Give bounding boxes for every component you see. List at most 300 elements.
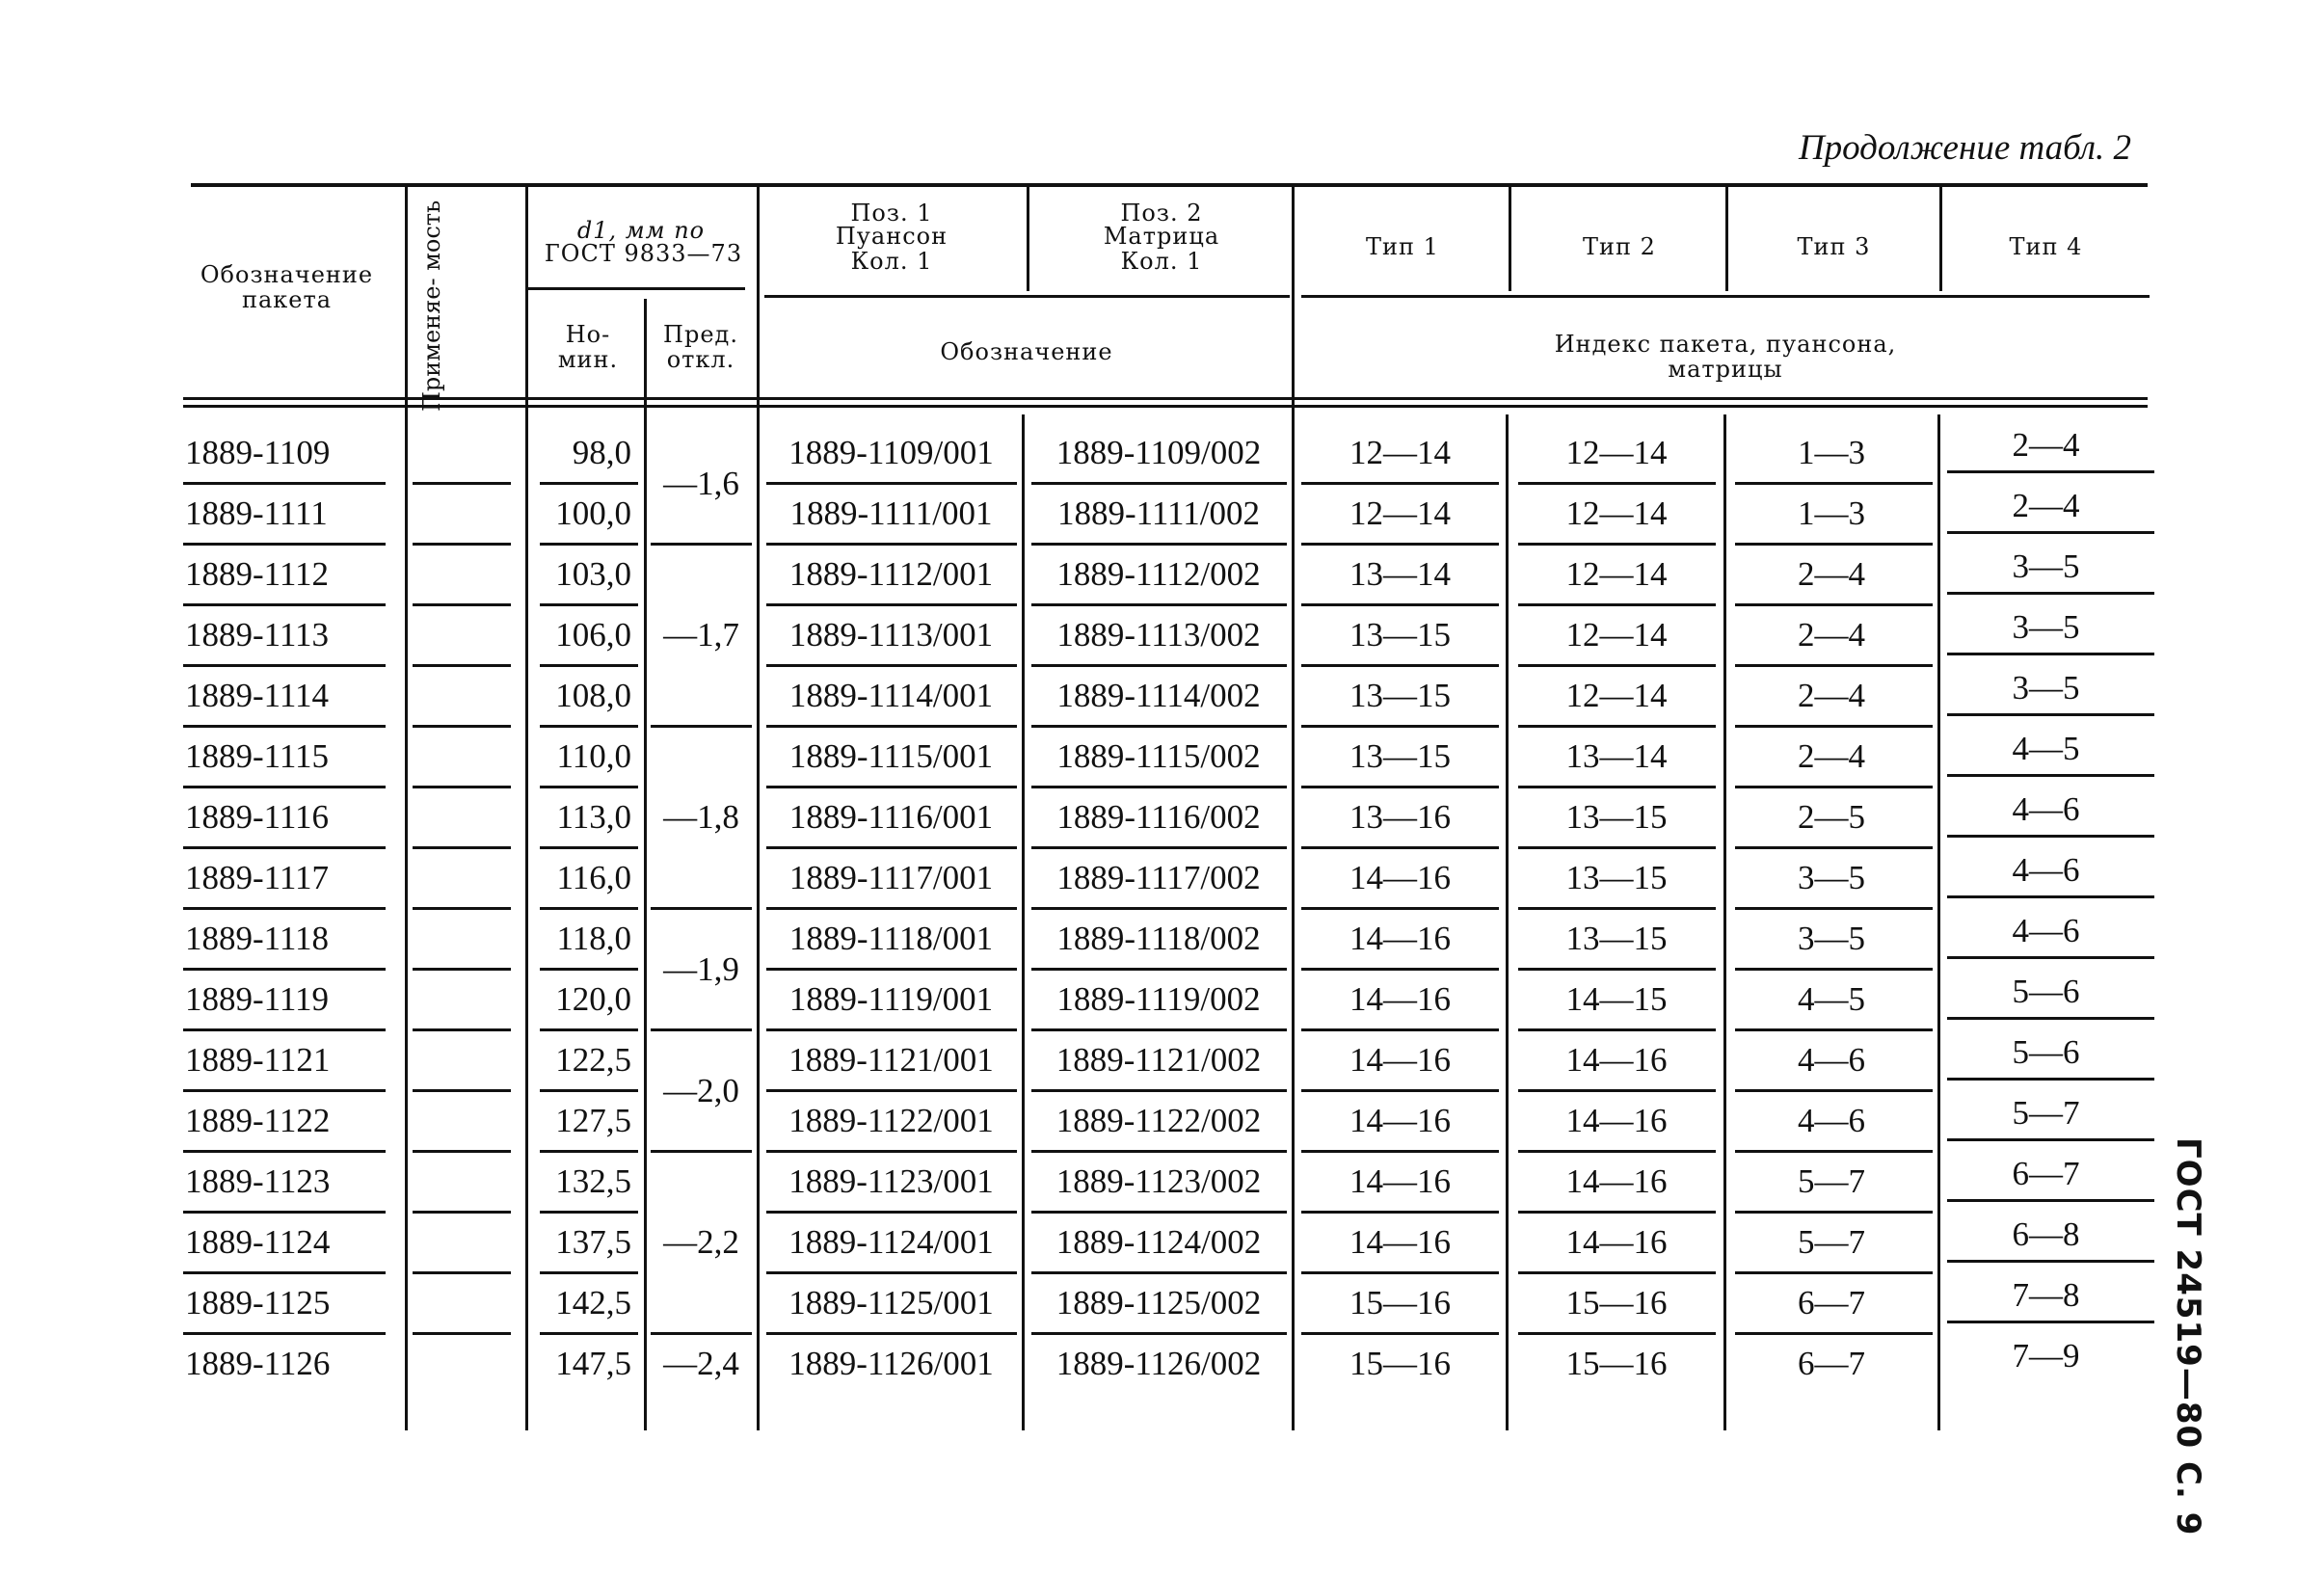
row-rule-0-4 — [1031, 482, 1287, 485]
row-rule-2-3 — [766, 603, 1017, 606]
cell-die-0: 1889-1109/002 — [1055, 434, 1262, 471]
row-rule-1-7 — [1735, 543, 1933, 546]
row-rule-14-5 — [1301, 1332, 1499, 1335]
cell-code-10: 1889-1121 — [185, 1041, 331, 1079]
row-rule-3-3 — [766, 664, 1017, 667]
row-rule-10-7 — [1735, 1089, 1933, 1092]
row-rule-2-0 — [183, 603, 386, 606]
row-rule-4-4 — [1031, 725, 1287, 728]
row-rule-0-5 — [1301, 482, 1499, 485]
deviation-rule-4 — [651, 1150, 752, 1153]
cell-code-11: 1889-1122 — [185, 1102, 331, 1139]
deviation-rule-3 — [651, 1028, 752, 1031]
deviation-5: —2,2 — [663, 1223, 739, 1261]
header-pos2-2: Матрица — [1103, 223, 1220, 250]
cell-t2-13: 14—16 — [1565, 1223, 1668, 1261]
header-bottom-rule-2 — [183, 405, 2148, 408]
header-bottom-rule — [183, 397, 2148, 400]
cell-t2-6: 13—15 — [1565, 798, 1668, 836]
row-rule-5-8 — [1947, 774, 2154, 777]
row-rule-13-2 — [540, 1271, 638, 1274]
row-rule-7-5 — [1301, 907, 1499, 910]
cell-t1-8: 14—16 — [1349, 920, 1451, 957]
row-rule-10-5 — [1301, 1089, 1499, 1092]
row-rule-3-8 — [1947, 653, 2154, 655]
cell-punch-0: 1889-1109/001 — [788, 434, 994, 471]
cell-t4-2: 3—5 — [2012, 547, 2080, 585]
cell-t1-6: 13—16 — [1349, 798, 1451, 836]
cell-code-6: 1889-1116 — [185, 798, 330, 836]
row-rule-5-5 — [1301, 786, 1499, 788]
cell-t4-6: 4—6 — [2012, 790, 2080, 828]
deviation-2: —1,8 — [663, 798, 739, 836]
header-pos2-3: Кол. 1 — [1120, 248, 1203, 275]
row-rule-3-1 — [413, 664, 511, 667]
cell-die-12: 1889-1123/002 — [1055, 1162, 1262, 1200]
col-divider-7 — [1509, 187, 1511, 291]
header-nominal: Но- мин. — [557, 321, 619, 373]
header-designation-packet: Обозначение пакета — [200, 261, 374, 313]
row-rule-11-4 — [1031, 1150, 1287, 1153]
cell-nominal-15: 147,5 — [555, 1345, 631, 1382]
cell-t4-8: 4—6 — [2012, 912, 2080, 949]
cell-nominal-10: 122,5 — [555, 1041, 631, 1079]
row-rule-0-1 — [413, 482, 511, 485]
cell-nominal-13: 137,5 — [555, 1223, 631, 1261]
cell-nominal-5: 110,0 — [556, 737, 631, 775]
cell-t2-3: 12—14 — [1565, 616, 1668, 654]
row-rule-14-1 — [413, 1332, 511, 1335]
table-caption: Продолжение табл. 2 — [1798, 128, 2131, 168]
row-rule-12-1 — [413, 1211, 511, 1214]
col-divider-3 — [644, 299, 647, 1430]
row-rule-1-4 — [1031, 543, 1287, 546]
row-rule-11-6 — [1518, 1150, 1716, 1153]
row-rule-14-0 — [183, 1332, 386, 1335]
cell-t1-12: 14—16 — [1349, 1162, 1451, 1200]
row-rule-10-8 — [1947, 1078, 2154, 1081]
row-rule-13-3 — [766, 1271, 1017, 1274]
row-rule-11-2 — [540, 1150, 638, 1153]
header-type3: Тип 3 — [1797, 233, 1871, 260]
row-rule-6-3 — [766, 846, 1017, 849]
cell-die-1: 1889-1111/002 — [1057, 494, 1260, 532]
cell-t1-11: 14—16 — [1349, 1102, 1451, 1139]
row-rule-14-7 — [1735, 1332, 1933, 1335]
cell-t2-10: 14—16 — [1565, 1041, 1668, 1079]
cell-t1-4: 13—15 — [1349, 677, 1451, 714]
cell-code-1: 1889-1111 — [185, 494, 328, 532]
row-rule-7-2 — [540, 907, 638, 910]
row-rule-5-3 — [766, 786, 1017, 788]
row-rule-5-6 — [1518, 786, 1716, 788]
row-rule-7-6 — [1518, 907, 1716, 910]
cell-nominal-3: 106,0 — [555, 616, 631, 654]
row-rule-1-3 — [766, 543, 1017, 546]
cell-nominal-14: 142,5 — [555, 1284, 631, 1321]
deviation-6: —2,4 — [663, 1345, 739, 1382]
cell-die-6: 1889-1116/002 — [1056, 798, 1261, 836]
cell-code-2: 1889-1112 — [185, 555, 330, 593]
row-rule-10-3 — [766, 1089, 1017, 1092]
row-rule-1-8 — [1947, 531, 2154, 534]
cell-die-10: 1889-1121/002 — [1055, 1041, 1262, 1079]
row-rule-6-1 — [413, 846, 511, 849]
cell-t3-4: 2—4 — [1798, 677, 1865, 714]
row-rule-2-6 — [1518, 603, 1716, 606]
row-rule-0-7 — [1735, 482, 1933, 485]
row-rule-14-6 — [1518, 1332, 1716, 1335]
cell-die-5: 1889-1115/002 — [1056, 737, 1261, 775]
row-rule-12-0 — [183, 1211, 386, 1214]
col-divider-7b — [1506, 414, 1509, 1430]
row-rule-5-1 — [413, 786, 511, 788]
cell-nominal-9: 120,0 — [555, 980, 631, 1018]
col-divider-5 — [1027, 187, 1029, 291]
cell-t4-10: 5—6 — [2012, 1033, 2080, 1071]
row-rule-12-5 — [1301, 1211, 1499, 1214]
cell-t4-9: 5—6 — [2012, 973, 2080, 1010]
cell-code-12: 1889-1123 — [185, 1162, 331, 1200]
cell-code-13: 1889-1124 — [185, 1223, 331, 1261]
cell-t2-14: 15—16 — [1565, 1284, 1668, 1321]
row-rule-11-8 — [1947, 1138, 2154, 1141]
row-rule-3-7 — [1735, 664, 1933, 667]
row-rule-2-7 — [1735, 603, 1933, 606]
cell-t3-5: 2—4 — [1798, 737, 1865, 775]
cell-t2-11: 14—16 — [1565, 1102, 1668, 1139]
row-rule-9-7 — [1735, 1028, 1933, 1031]
row-rule-5-7 — [1735, 786, 1933, 788]
cell-die-7: 1889-1117/002 — [1056, 859, 1261, 896]
cell-punch-14: 1889-1125/001 — [788, 1284, 994, 1321]
deviation-rule-5 — [651, 1332, 752, 1335]
cell-t4-14: 7—8 — [2012, 1276, 2080, 1314]
cell-punch-2: 1889-1112/001 — [788, 555, 994, 593]
row-rule-3-4 — [1031, 664, 1287, 667]
row-rule-3-6 — [1518, 664, 1716, 667]
row-rule-9-4 — [1031, 1028, 1287, 1031]
cell-nominal-11: 127,5 — [555, 1102, 631, 1139]
row-rule-8-7 — [1735, 968, 1933, 971]
cell-punch-8: 1889-1118/001 — [788, 920, 994, 957]
cell-t2-7: 13—15 — [1565, 859, 1668, 896]
cell-t2-1: 12—14 — [1565, 494, 1668, 532]
cell-t3-14: 6—7 — [1798, 1284, 1865, 1321]
cell-punch-12: 1889-1123/001 — [788, 1162, 994, 1200]
row-rule-2-5 — [1301, 603, 1499, 606]
cell-die-13: 1889-1124/002 — [1055, 1223, 1262, 1261]
cell-t3-12: 5—7 — [1798, 1162, 1865, 1200]
row-rule-13-5 — [1301, 1271, 1499, 1274]
header-index-1: Индекс пакета, пуансона, — [1554, 331, 1897, 358]
row-rule-7-4 — [1031, 907, 1287, 910]
cell-die-3: 1889-1113/002 — [1056, 616, 1261, 654]
row-rule-13-1 — [413, 1271, 511, 1274]
cell-nominal-7: 116,0 — [556, 859, 631, 896]
row-rule-0-2 — [540, 482, 638, 485]
cell-die-2: 1889-1112/002 — [1056, 555, 1261, 593]
row-rule-7-3 — [766, 907, 1017, 910]
cell-t3-8: 3—5 — [1798, 920, 1865, 957]
header-pos2-1: Поз. 2 — [1120, 200, 1203, 227]
row-rule-10-4 — [1031, 1089, 1287, 1092]
row-rule-12-8 — [1947, 1199, 2154, 1202]
row-rule-6-6 — [1518, 846, 1716, 849]
cell-t3-1: 1—3 — [1798, 494, 1865, 532]
row-rule-4-3 — [766, 725, 1017, 728]
header-deviation: Пред. откл. — [663, 321, 738, 373]
cell-t4-11: 5—7 — [2012, 1094, 2080, 1132]
row-rule-5-4 — [1031, 786, 1287, 788]
row-rule-7-1 — [413, 907, 511, 910]
row-rule-0-3 — [766, 482, 1017, 485]
row-rule-11-1 — [413, 1150, 511, 1153]
row-rule-7-8 — [1947, 895, 2154, 898]
row-rule-8-1 — [413, 968, 511, 971]
row-rule-3-2 — [540, 664, 638, 667]
cell-t2-9: 14—15 — [1565, 980, 1668, 1018]
header-type4: Тип 4 — [2009, 233, 2083, 260]
cell-nominal-12: 132,5 — [555, 1162, 631, 1200]
cell-t3-9: 4—5 — [1798, 980, 1865, 1018]
cell-code-15: 1889-1126 — [185, 1345, 331, 1382]
cell-t1-7: 14—16 — [1349, 859, 1451, 896]
header-d1-top: d1, мм по — [576, 217, 706, 244]
row-rule-8-8 — [1947, 956, 2154, 959]
row-rule-6-0 — [183, 846, 386, 849]
row-rule-14-3 — [766, 1332, 1017, 1335]
row-rule-1-6 — [1518, 543, 1716, 546]
cell-code-8: 1889-1118 — [185, 920, 330, 957]
cell-t4-5: 4—5 — [2012, 730, 2080, 767]
row-rule-4-0 — [183, 725, 386, 728]
deviation-rule-2 — [651, 907, 752, 910]
cell-code-14: 1889-1125 — [185, 1284, 331, 1321]
row-rule-8-0 — [183, 968, 386, 971]
cell-punch-6: 1889-1116/001 — [788, 798, 994, 836]
col-divider-9b — [1937, 414, 1940, 1430]
row-rule-4-7 — [1735, 725, 1933, 728]
cell-t2-12: 14—16 — [1565, 1162, 1668, 1200]
row-rule-5-0 — [183, 786, 386, 788]
row-rule-7-0 — [183, 907, 386, 910]
cell-code-0: 1889-1109 — [185, 434, 331, 471]
deviation-rule-0 — [651, 543, 752, 546]
cell-t2-8: 13—15 — [1565, 920, 1668, 957]
row-rule-5-2 — [540, 786, 638, 788]
row-rule-6-8 — [1947, 835, 2154, 838]
cell-t3-11: 4—6 — [1798, 1102, 1865, 1139]
row-rule-9-5 — [1301, 1028, 1499, 1031]
header-pos1-2: Пуансон — [835, 223, 948, 250]
cell-code-7: 1889-1117 — [185, 859, 330, 896]
cell-t4-3: 3—5 — [2012, 608, 2080, 646]
cell-t4-4: 3—5 — [2012, 669, 2080, 707]
row-rule-1-2 — [540, 543, 638, 546]
header-type1: Тип 1 — [1366, 233, 1439, 260]
row-rule-10-2 — [540, 1089, 638, 1092]
cell-punch-3: 1889-1113/001 — [788, 616, 994, 654]
cell-punch-10: 1889-1121/001 — [788, 1041, 994, 1079]
row-rule-3-0 — [183, 664, 386, 667]
row-rule-4-5 — [1301, 725, 1499, 728]
cell-punch-5: 1889-1115/001 — [788, 737, 994, 775]
header-designation: Обозначение — [940, 338, 1113, 365]
row-rule-14-4 — [1031, 1332, 1287, 1335]
cell-punch-11: 1889-1122/001 — [788, 1102, 994, 1139]
cell-nominal-6: 113,0 — [556, 798, 631, 836]
cell-t3-0: 1—3 — [1798, 434, 1865, 471]
cell-punch-1: 1889-1111/001 — [789, 494, 993, 532]
row-rule-13-8 — [1947, 1260, 2154, 1263]
cell-t3-2: 2—4 — [1798, 555, 1865, 593]
row-rule-9-2 — [540, 1028, 638, 1031]
cell-die-14: 1889-1125/002 — [1055, 1284, 1262, 1321]
row-rule-1-1 — [413, 543, 511, 546]
row-rule-0-8 — [1947, 470, 2154, 473]
row-rule-12-3 — [766, 1211, 1017, 1214]
top-rule — [191, 183, 2148, 187]
row-rule-11-3 — [766, 1150, 1017, 1153]
cell-die-4: 1889-1114/002 — [1056, 677, 1261, 714]
cell-punch-7: 1889-1117/001 — [788, 859, 994, 896]
cell-nominal-8: 118,0 — [556, 920, 631, 957]
cell-t3-10: 4—6 — [1798, 1041, 1865, 1079]
row-rule-8-6 — [1518, 968, 1716, 971]
cell-t2-2: 12—14 — [1565, 555, 1668, 593]
deviation-1: —1,7 — [663, 616, 739, 654]
row-rule-2-2 — [540, 603, 638, 606]
row-rule-12-7 — [1735, 1211, 1933, 1214]
row-rule-6-7 — [1735, 846, 1933, 849]
row-rule-13-6 — [1518, 1271, 1716, 1274]
cell-t3-13: 5—7 — [1798, 1223, 1865, 1261]
type-sub-rule — [1301, 295, 2150, 298]
cell-punch-13: 1889-1124/001 — [788, 1223, 994, 1261]
row-rule-0-6 — [1518, 482, 1716, 485]
row-rule-13-0 — [183, 1271, 386, 1274]
cell-code-5: 1889-1115 — [185, 737, 330, 775]
row-rule-2-4 — [1031, 603, 1287, 606]
cell-t3-7: 3—5 — [1798, 859, 1865, 896]
cell-code-3: 1889-1113 — [185, 616, 330, 654]
side-gost-label: ГОСТ 24519—80 С. 9 — [2169, 1137, 2207, 1536]
cell-t1-15: 15—16 — [1349, 1345, 1451, 1382]
cell-t4-1: 2—4 — [2012, 487, 2080, 524]
row-rule-11-7 — [1735, 1150, 1933, 1153]
cell-t4-12: 6—7 — [2012, 1155, 2080, 1192]
row-rule-4-6 — [1518, 725, 1716, 728]
cell-die-11: 1889-1122/002 — [1055, 1102, 1262, 1139]
cell-t2-15: 15—16 — [1565, 1345, 1668, 1382]
row-rule-12-2 — [540, 1211, 638, 1214]
cell-t1-5: 13—15 — [1349, 737, 1451, 775]
row-rule-13-4 — [1031, 1271, 1287, 1274]
row-rule-1-0 — [183, 543, 386, 546]
cell-code-9: 1889-1119 — [185, 980, 330, 1018]
cell-t4-7: 4—6 — [2012, 851, 2080, 889]
row-rule-4-2 — [540, 725, 638, 728]
header-applicability: Применяе- мость — [418, 200, 445, 412]
cell-t4-15: 7—9 — [2012, 1337, 2080, 1375]
col-divider-6 — [1292, 187, 1295, 1430]
row-rule-4-8 — [1947, 713, 2154, 716]
cell-nominal-0: 98,0 — [572, 434, 631, 471]
row-rule-7-7 — [1735, 907, 1933, 910]
row-rule-9-0 — [183, 1028, 386, 1031]
cell-t1-13: 14—16 — [1349, 1223, 1451, 1261]
row-rule-9-6 — [1518, 1028, 1716, 1031]
cell-t2-4: 12—14 — [1565, 677, 1668, 714]
cell-punch-4: 1889-1114/001 — [788, 677, 994, 714]
row-rule-9-3 — [766, 1028, 1017, 1031]
cell-nominal-4: 108,0 — [555, 677, 631, 714]
cell-punch-9: 1889-1119/001 — [788, 980, 994, 1018]
cell-punch-15: 1889-1126/001 — [788, 1345, 994, 1382]
header-type2: Тип 2 — [1583, 233, 1656, 260]
cell-die-15: 1889-1126/002 — [1055, 1345, 1262, 1382]
row-rule-10-6 — [1518, 1089, 1716, 1092]
cell-nominal-1: 100,0 — [555, 494, 631, 532]
row-rule-10-0 — [183, 1089, 386, 1092]
row-rule-10-1 — [413, 1089, 511, 1092]
row-rule-6-4 — [1031, 846, 1287, 849]
cell-t3-15: 6—7 — [1798, 1345, 1865, 1382]
row-rule-9-1 — [413, 1028, 511, 1031]
cell-t1-3: 13—15 — [1349, 616, 1451, 654]
row-rule-6-2 — [540, 846, 638, 849]
cell-die-8: 1889-1118/002 — [1056, 920, 1261, 957]
cell-t1-10: 14—16 — [1349, 1041, 1451, 1079]
header-d1-gost: ГОСТ 9833—73 — [544, 240, 743, 267]
deviation-rule-1 — [651, 725, 752, 728]
row-rule-2-8 — [1947, 592, 2154, 595]
cell-t3-3: 2—4 — [1798, 616, 1865, 654]
cell-t2-0: 12—14 — [1565, 434, 1668, 471]
row-rule-8-3 — [766, 968, 1017, 971]
col-divider-2 — [525, 187, 528, 1430]
row-rule-11-0 — [183, 1150, 386, 1153]
header-index-2: матрицы — [1668, 356, 1783, 383]
row-rule-14-2 — [540, 1332, 638, 1335]
row-rule-3-5 — [1301, 664, 1499, 667]
cell-code-4: 1889-1114 — [185, 677, 330, 714]
header-pos1-1: Поз. 1 — [850, 200, 933, 227]
row-rule-12-4 — [1031, 1211, 1287, 1214]
row-rule-8-5 — [1301, 968, 1499, 971]
cell-t1-9: 14—16 — [1349, 980, 1451, 1018]
cell-t4-13: 6—8 — [2012, 1215, 2080, 1253]
cell-t4-0: 2—4 — [2012, 426, 2080, 464]
deviation-0: —1,6 — [663, 464, 739, 502]
row-rule-6-5 — [1301, 846, 1499, 849]
row-rule-8-4 — [1031, 968, 1287, 971]
col-divider-5b — [1022, 414, 1025, 1430]
cell-t3-6: 2—5 — [1798, 798, 1865, 836]
cell-t1-2: 13—14 — [1349, 555, 1451, 593]
row-rule-13-7 — [1735, 1271, 1933, 1274]
row-rule-1-5 — [1301, 543, 1499, 546]
row-rule-9-8 — [1947, 1017, 2154, 1020]
row-rule-8-2 — [540, 968, 638, 971]
cell-t1-14: 15—16 — [1349, 1284, 1451, 1321]
d1-sub-rule — [528, 287, 745, 290]
col-divider-4 — [757, 187, 760, 1430]
cell-die-9: 1889-1119/002 — [1056, 980, 1261, 1018]
row-rule-11-5 — [1301, 1150, 1499, 1153]
col-divider-1 — [405, 187, 408, 1430]
